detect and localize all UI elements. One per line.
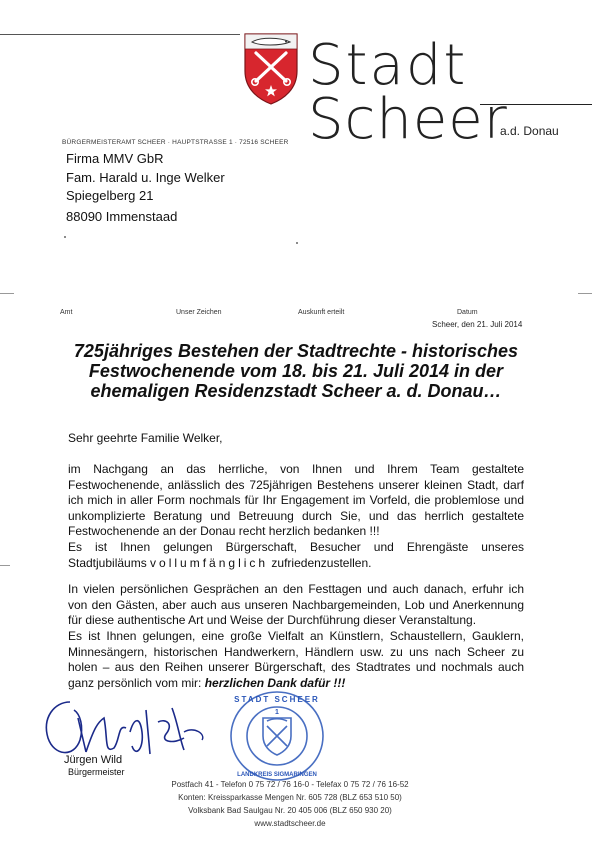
letterhead-subtitle: a.d. Donau xyxy=(500,124,559,138)
body-paragraph-2-end: zufriedenzustellen. xyxy=(268,555,372,570)
stamp-bottom-text: LANDKREIS SIGMARINGEN xyxy=(237,772,317,778)
subject-line-2: Festwochenende vom 18. bis 21. Juli 2014 in der xyxy=(88,361,504,381)
footer-bank-2: Volksbank Bad Saulgau Nr. 20 405 006 (BLZ 650 930 20) xyxy=(188,806,392,815)
subject-line-3: ehemaligen Residenzstadt Scheer a. d. Donau… xyxy=(90,381,502,401)
body-paragraph-2-start: Es ist Ihnen gelungen Bürgerschaft, Besucher und Ehrengäste unseres Stadtjubiläums xyxy=(68,540,524,570)
body-paragraph-3 xyxy=(68,582,524,629)
window-corner-mark xyxy=(296,242,298,244)
meta-label-amt: Amt xyxy=(60,309,73,316)
letterhead-title-stadt: Stadt xyxy=(308,33,468,98)
stamp-top-text: STADT SCHEER xyxy=(234,695,320,704)
subject-line-1: 725jähriges Bestehen der Stadtrechte - historisches xyxy=(73,341,519,361)
letterhead-title-scheer: Scheer xyxy=(308,87,508,152)
coat-of-arms-logo xyxy=(244,33,298,105)
body-paragraph-2 xyxy=(68,540,524,571)
letter-subject xyxy=(0,341,592,401)
letterhead-underline xyxy=(480,104,592,105)
meta-label-zeichen: Unser Zeichen xyxy=(176,309,222,316)
recipient-city: 88090 Immenstaad xyxy=(66,209,178,224)
body-paragraph-1-text: im Nachgang an das herrliche, von Ihnen und Ihrem Team gestaltete Festwochenende, anlässlich des 725jährigen Bestehens unserer kleinen Stadt, darf ich mich in aller Form nochmals für Ihr Engagement im Vorfeld, die problemlose und unkomplizierte Beratung und Betreuung durch Sie, und das herrlich gestaltete Festwochenende an der Donau recht herzlich bedanken !!! xyxy=(68,462,524,538)
meta-label-auskunft: Auskunft erteilt xyxy=(298,309,345,316)
body-paragraph-3-text: In vielen persönlichen Gesprächen an den Festtagen und auch danach, erfuhr ich von den Gästen, aber auch aus unseren Nachbargemeinden, Lob und Anerkennung für diese authentische Art und Weise der Durchführung dieser Veranstaltung. xyxy=(68,582,524,627)
footer-contact: Postfach 41 - Telefon 0 75 72 / 76 16-0 - Telefax 0 75 72 / 76 16-52 xyxy=(171,780,409,789)
stamp-number: 1 xyxy=(275,709,279,716)
top-rule xyxy=(0,34,240,35)
fold-mark-lower xyxy=(0,565,10,566)
body-paragraph-4 xyxy=(68,629,524,691)
letter-date: Scheer, den 21. Juli 2014 xyxy=(432,320,523,329)
thank-you-emphasis: herzlichen Dank dafür !!! xyxy=(204,675,346,690)
footer-bank-1: Konten: Kreissparkasse Mengen Nr. 605 728 (BLZ 653 510 50) xyxy=(178,793,402,802)
fold-mark xyxy=(0,293,14,294)
body-paragraph-4-text: Es ist Ihnen gelungen, eine große Vielfalt an Künstlern, Schaustellern, Gauklern, Minnesängern, historischen Handwerkern, Händlern usw. zu uns nach Scheer zu holen – aus den Reihen unserer Bürgerschaft, des Stadtrates und nochmals auch ganz persönlich vom mir: xyxy=(68,629,524,690)
fold-mark-right xyxy=(578,293,592,294)
recipient-line-2: Fam. Harald u. Inge Welker xyxy=(66,170,225,185)
body-paragraph-1 xyxy=(68,462,524,540)
window-corner-mark xyxy=(64,236,66,238)
salutation: Sehr geehrte Familie Welker, xyxy=(68,431,223,445)
meta-label-datum: Datum xyxy=(457,309,478,316)
signer-role: Bürgermeister xyxy=(68,767,125,777)
recipient-line-3: Spiegelberg 21 xyxy=(66,188,154,203)
sender-line: BÜRGERMEISTERAMT SCHEER · HAUPTSTRASSE 1 · 72516 SCHEER xyxy=(62,139,289,146)
footer-website: www.stadtscheer.de xyxy=(254,819,326,828)
signer-name: Jürgen Wild xyxy=(64,754,123,766)
official-stamp xyxy=(227,688,327,784)
body-paragraph-2-spaced: vollumfänglich xyxy=(150,555,269,570)
recipient-line-1: Firma MMV GbR xyxy=(66,151,164,166)
